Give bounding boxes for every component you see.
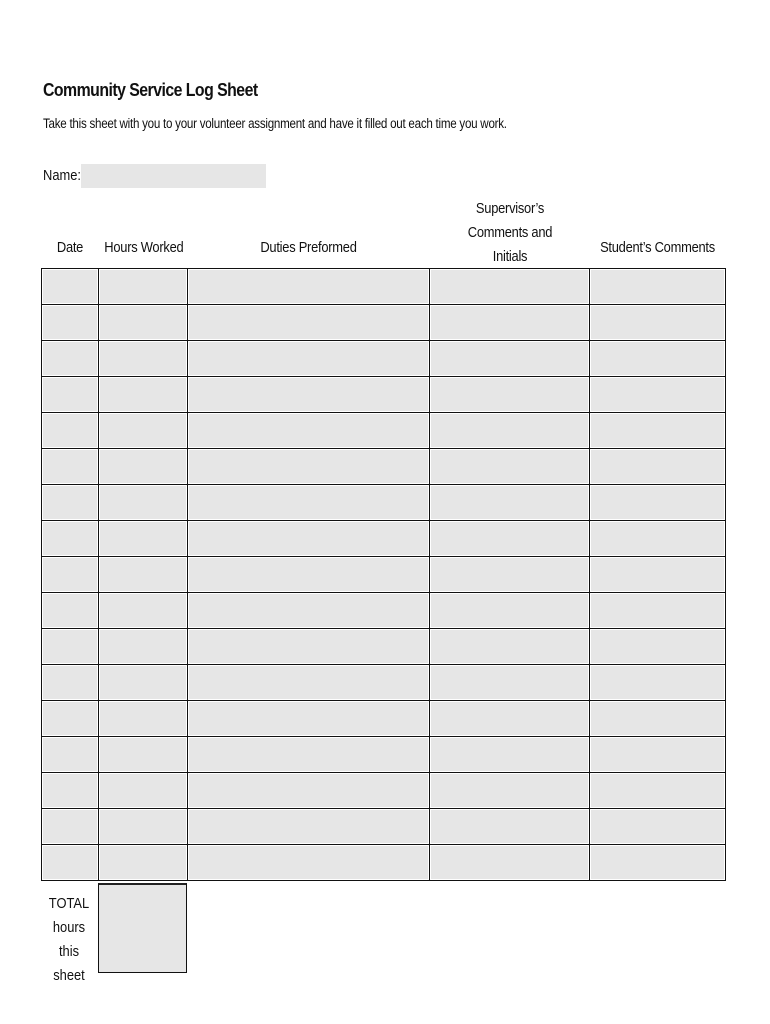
date-entry-field[interactable]: [43, 630, 97, 663]
name-field[interactable]: [81, 164, 266, 188]
table-cell-duties: [188, 449, 430, 485]
duties-entry-field[interactable]: [189, 846, 428, 879]
student-entry-field[interactable]: [591, 342, 724, 375]
table-cell-student: [590, 737, 726, 773]
student-entry-field[interactable]: [591, 594, 724, 627]
table-row: [42, 629, 726, 665]
total-label-line: this sheet: [53, 943, 85, 984]
table-cell-date: [42, 413, 99, 449]
table-cell-date: [42, 845, 99, 881]
table-row: [42, 809, 726, 845]
hours-entry-field[interactable]: [100, 666, 186, 699]
table-row: [42, 521, 726, 557]
hours-entry-field[interactable]: [100, 270, 186, 303]
duties-entry-field[interactable]: [189, 666, 428, 699]
column-header-line: Initials: [492, 248, 528, 265]
column-header-student-comments: Student’s Comments: [600, 239, 715, 256]
column-header-duties-performed: Duties Preformed: [260, 239, 357, 256]
table-cell-supervisor: [430, 413, 590, 449]
date-entry-field[interactable]: [43, 594, 97, 627]
table-cell-hours: [99, 593, 188, 629]
table-cell-date: [42, 701, 99, 737]
duties-entry-field[interactable]: [189, 522, 428, 555]
table-cell-duties: [188, 809, 430, 845]
hours-entry-field[interactable]: [100, 414, 186, 447]
duties-entry-field[interactable]: [189, 306, 428, 339]
supervisor-entry-field[interactable]: [431, 774, 588, 807]
table-cell-date: [42, 377, 99, 413]
date-entry-field[interactable]: [43, 450, 97, 483]
table-row: [42, 665, 726, 701]
table-cell-date: [42, 737, 99, 773]
form-title: Community Service Log Sheet: [43, 80, 258, 100]
table-row: [42, 449, 726, 485]
table-cell-date: [42, 341, 99, 377]
hours-entry-field[interactable]: [100, 738, 186, 771]
table-row: [42, 413, 726, 449]
table-cell-hours: [99, 809, 188, 845]
student-entry-field[interactable]: [591, 450, 724, 483]
table-cell-duties: [188, 845, 430, 881]
table-cell-student: [590, 269, 726, 305]
table-cell-duties: [188, 665, 430, 701]
column-header-line: Supervisor’s: [475, 200, 545, 217]
supervisor-entry-field[interactable]: [431, 378, 588, 411]
supervisor-entry-field[interactable]: [431, 810, 588, 843]
table-cell-student: [590, 773, 726, 809]
table-row: [42, 485, 726, 521]
hours-entry-field[interactable]: [100, 558, 186, 591]
table-cell-hours: [99, 413, 188, 449]
date-entry-field[interactable]: [43, 558, 97, 591]
date-entry-field[interactable]: [43, 486, 97, 519]
table-cell-hours: [99, 845, 188, 881]
table-cell-date: [42, 809, 99, 845]
table-row: [42, 593, 726, 629]
student-entry-field[interactable]: [591, 810, 724, 843]
hours-entry-field[interactable]: [100, 846, 186, 879]
hours-entry-field[interactable]: [100, 522, 186, 555]
date-entry-field[interactable]: [43, 342, 97, 375]
table-cell-hours: [99, 521, 188, 557]
table-cell-supervisor: [430, 845, 590, 881]
table-row: [42, 341, 726, 377]
student-entry-field[interactable]: [591, 378, 724, 411]
table-cell-supervisor: [430, 629, 590, 665]
total-label-line: TOTAL: [48, 895, 90, 912]
table-cell-duties: [188, 341, 430, 377]
table-cell-student: [590, 557, 726, 593]
table-row: [42, 845, 726, 881]
duties-entry-field[interactable]: [189, 342, 428, 375]
table-cell-student: [590, 701, 726, 737]
table-row: [42, 701, 726, 737]
table-cell-supervisor: [430, 269, 590, 305]
hours-entry-field[interactable]: [100, 378, 186, 411]
duties-entry-field[interactable]: [189, 558, 428, 591]
hours-entry-field[interactable]: [100, 702, 186, 735]
name-label: Name:: [43, 167, 82, 184]
date-entry-field[interactable]: [43, 378, 97, 411]
duties-entry-field[interactable]: [189, 630, 428, 663]
supervisor-entry-field[interactable]: [431, 522, 588, 555]
student-entry-field[interactable]: [591, 414, 724, 447]
table-cell-student: [590, 665, 726, 701]
date-entry-field[interactable]: [43, 666, 97, 699]
date-entry-field[interactable]: [43, 738, 97, 771]
table-cell-duties: [188, 701, 430, 737]
table-cell-supervisor: [430, 341, 590, 377]
table-cell-duties: [188, 269, 430, 305]
table-row: [42, 305, 726, 341]
table-cell-supervisor: [430, 485, 590, 521]
duties-entry-field[interactable]: [189, 486, 428, 519]
table-cell-student: [590, 629, 726, 665]
column-header-line: Comments and: [467, 224, 553, 241]
table-cell-student: [590, 521, 726, 557]
supervisor-entry-field[interactable]: [431, 846, 588, 879]
table-cell-hours: [99, 665, 188, 701]
supervisor-entry-field[interactable]: [431, 594, 588, 627]
date-entry-field[interactable]: [43, 270, 97, 303]
supervisor-entry-field[interactable]: [431, 486, 588, 519]
table-cell-duties: [188, 593, 430, 629]
student-entry-field[interactable]: [591, 306, 724, 339]
table-cell-date: [42, 485, 99, 521]
table-cell-hours: [99, 557, 188, 593]
table-cell-date: [42, 305, 99, 341]
date-entry-field[interactable]: [43, 810, 97, 843]
table-cell-date: [42, 269, 99, 305]
duties-entry-field[interactable]: [189, 594, 428, 627]
table-cell-student: [590, 305, 726, 341]
table-row: [42, 377, 726, 413]
supervisor-entry-field[interactable]: [431, 666, 588, 699]
table-cell-duties: [188, 557, 430, 593]
table-cell-duties: [188, 413, 430, 449]
log-table: [41, 268, 726, 881]
table-cell-hours: [99, 773, 188, 809]
table-cell-date: [42, 665, 99, 701]
table-cell-supervisor: [430, 737, 590, 773]
total-label-line: hours: [52, 919, 86, 936]
total-hours-label: [45, 892, 93, 988]
table-cell-supervisor: [430, 377, 590, 413]
hours-entry-field[interactable]: [100, 486, 186, 519]
hours-entry-field[interactable]: [100, 774, 186, 807]
table-cell-duties: [188, 377, 430, 413]
table-cell-student: [590, 593, 726, 629]
table-cell-hours: [99, 449, 188, 485]
form-instructions: Take this sheet with you to your volunteer assignment and have it filled out each time you work.: [43, 116, 507, 131]
table-row: [42, 773, 726, 809]
student-entry-field[interactable]: [591, 666, 724, 699]
table-cell-date: [42, 521, 99, 557]
table-cell-student: [590, 449, 726, 485]
table-cell-duties: [188, 773, 430, 809]
table-cell-supervisor: [430, 521, 590, 557]
table-cell-date: [42, 593, 99, 629]
table-cell-supervisor: [430, 773, 590, 809]
table-cell-hours: [99, 269, 188, 305]
column-header-date: Date: [56, 239, 84, 256]
student-entry-field[interactable]: [591, 846, 724, 879]
log-table-body: [42, 269, 726, 881]
table-cell-supervisor: [430, 701, 590, 737]
hours-entry-field[interactable]: [100, 342, 186, 375]
table-cell-date: [42, 557, 99, 593]
hours-entry-field[interactable]: [100, 630, 186, 663]
table-cell-student: [590, 341, 726, 377]
supervisor-entry-field[interactable]: [431, 306, 588, 339]
duties-entry-field[interactable]: [189, 378, 428, 411]
duties-entry-field[interactable]: [189, 270, 428, 303]
date-entry-field[interactable]: [43, 306, 97, 339]
duties-entry-field[interactable]: [189, 414, 428, 447]
table-cell-student: [590, 485, 726, 521]
table-cell-hours: [99, 737, 188, 773]
table-cell-date: [42, 629, 99, 665]
table-cell-supervisor: [430, 665, 590, 701]
duties-entry-field[interactable]: [189, 810, 428, 843]
table-cell-duties: [188, 737, 430, 773]
student-entry-field[interactable]: [591, 738, 724, 771]
supervisor-entry-field[interactable]: [431, 414, 588, 447]
table-cell-supervisor: [430, 557, 590, 593]
student-entry-field[interactable]: [591, 558, 724, 591]
student-entry-field[interactable]: [591, 486, 724, 519]
supervisor-entry-field[interactable]: [431, 342, 588, 375]
duties-entry-field[interactable]: [189, 450, 428, 483]
supervisor-entry-field[interactable]: [431, 630, 588, 663]
table-cell-supervisor: [430, 305, 590, 341]
table-cell-supervisor: [430, 449, 590, 485]
supervisor-entry-field[interactable]: [431, 450, 588, 483]
hours-entry-field[interactable]: [100, 306, 186, 339]
student-entry-field[interactable]: [591, 522, 724, 555]
table-cell-hours: [99, 629, 188, 665]
supervisor-entry-field[interactable]: [431, 558, 588, 591]
student-entry-field[interactable]: [591, 630, 724, 663]
table-row: [42, 737, 726, 773]
student-entry-field[interactable]: [591, 270, 724, 303]
table-cell-hours: [99, 701, 188, 737]
supervisor-entry-field[interactable]: [431, 270, 588, 303]
table-cell-student: [590, 809, 726, 845]
duties-entry-field[interactable]: [189, 774, 428, 807]
table-cell-student: [590, 413, 726, 449]
date-entry-field[interactable]: [43, 522, 97, 555]
date-entry-field[interactable]: [43, 774, 97, 807]
column-header-supervisor-comments: [441, 197, 579, 269]
duties-entry-field[interactable]: [189, 738, 428, 771]
student-entry-field[interactable]: [591, 702, 724, 735]
date-entry-field[interactable]: [43, 702, 97, 735]
duties-entry-field[interactable]: [189, 702, 428, 735]
table-cell-student: [590, 377, 726, 413]
table-cell-duties: [188, 629, 430, 665]
table-cell-date: [42, 773, 99, 809]
date-entry-field[interactable]: [43, 846, 97, 879]
student-entry-field[interactable]: [591, 774, 724, 807]
table-cell-supervisor: [430, 593, 590, 629]
hours-entry-field[interactable]: [100, 450, 186, 483]
table-row: [42, 557, 726, 593]
hours-entry-field[interactable]: [100, 810, 186, 843]
supervisor-entry-field[interactable]: [431, 702, 588, 735]
total-hours-field[interactable]: [98, 883, 187, 973]
date-entry-field[interactable]: [43, 414, 97, 447]
table-cell-hours: [99, 305, 188, 341]
table-cell-date: [42, 449, 99, 485]
supervisor-entry-field[interactable]: [431, 738, 588, 771]
table-cell-duties: [188, 305, 430, 341]
table-cell-hours: [99, 377, 188, 413]
hours-entry-field[interactable]: [100, 594, 186, 627]
table-cell-hours: [99, 485, 188, 521]
table-row: [42, 269, 726, 305]
table-cell-duties: [188, 485, 430, 521]
table-cell-student: [590, 845, 726, 881]
table-cell-duties: [188, 521, 430, 557]
column-header-hours-worked: Hours Worked: [104, 239, 184, 256]
table-cell-hours: [99, 341, 188, 377]
table-cell-supervisor: [430, 809, 590, 845]
